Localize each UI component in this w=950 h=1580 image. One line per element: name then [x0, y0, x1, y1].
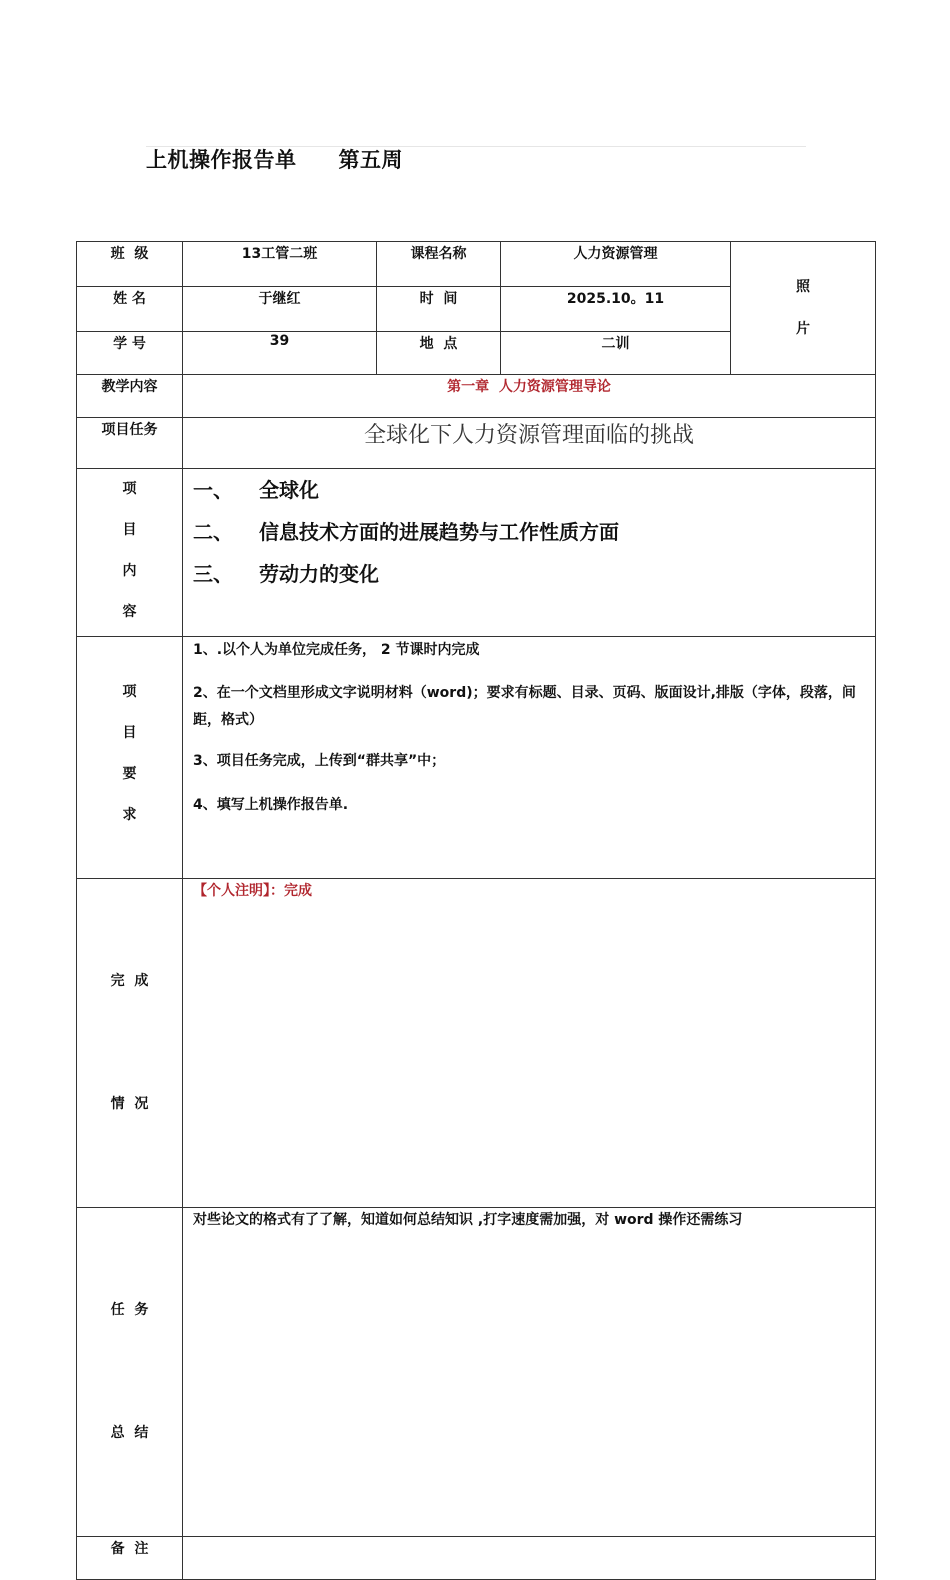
name-label: 姓 名	[77, 287, 183, 332]
content-item-text: 劳动力的变化	[259, 562, 379, 586]
photo-char-1: 照	[796, 279, 810, 295]
completion-value: 【个人注明】：完成	[183, 879, 876, 1208]
content-item	[193, 469, 875, 511]
content-label	[77, 469, 183, 637]
requirement-item: 4、填写上机操作报告单.	[193, 797, 349, 813]
task-row	[77, 418, 876, 469]
requirements-list	[183, 637, 876, 879]
report-table	[76, 241, 876, 1580]
course-value: 人力资源管理	[501, 242, 731, 287]
time-label: 时 间	[377, 287, 501, 332]
completion-label	[77, 879, 183, 1208]
course-label: 课程名称	[377, 242, 501, 287]
document-title	[146, 144, 403, 174]
week-text: 第五周	[338, 148, 403, 172]
remark-label: 备 注	[77, 1537, 183, 1580]
requirements-label-char: 求	[122, 807, 137, 823]
photo-char-2: 片	[796, 321, 810, 337]
summary-label	[77, 1208, 183, 1537]
teaching-row	[77, 375, 876, 418]
time-value: 2025.10。11	[501, 287, 731, 332]
content-label-char: 容	[122, 604, 137, 620]
photo-cell	[731, 242, 876, 375]
requirements-row	[77, 637, 876, 879]
content-label-char: 目	[122, 522, 137, 538]
remark-row	[77, 1537, 876, 1580]
content-item-num: 三、	[193, 562, 233, 586]
requirements-label-char: 项	[122, 684, 137, 700]
summary-row	[77, 1208, 876, 1537]
completion-row	[77, 879, 876, 1208]
content-label-char: 内	[122, 563, 137, 579]
name-value: 于继红	[183, 287, 377, 332]
content-item	[193, 553, 875, 595]
title-text: 上机操作报告单	[146, 148, 297, 172]
remark-value	[183, 1537, 876, 1580]
id-value: 39	[183, 332, 377, 375]
id-label: 学 号	[77, 332, 183, 375]
teaching-label: 教学内容	[77, 375, 183, 418]
content-item-num: 二、	[193, 520, 233, 544]
info-row-class	[77, 242, 876, 287]
requirements-label	[77, 637, 183, 879]
content-item	[193, 511, 875, 553]
place-value: 二训	[501, 332, 731, 375]
content-label-char: 项	[122, 481, 137, 497]
requirements-label-char: 要	[122, 766, 137, 782]
place-label: 地 点	[377, 332, 501, 375]
summary-label-line: 总 结	[110, 1425, 149, 1441]
requirement-item: 2、在一个文档里形成文字说明材料（word)；要求有标题、目录、页码、版面设计,排版（字体，段落，间距，格式）	[193, 685, 856, 728]
content-list	[183, 469, 876, 637]
requirement-item: 1、.以个人为单位完成任务， 2 节课时内完成	[193, 642, 480, 658]
completion-label-line: 完 成	[110, 973, 149, 989]
requirement-item: 3、项目任务完成，上传到“群共享”中；	[193, 753, 446, 769]
class-value: 13工管二班	[183, 242, 377, 287]
task-label: 项目任务	[77, 418, 183, 469]
summary-value: 对些论文的格式有了了解，知道如何总结知识 ,打字速度需加强，对 word 操作还需练习	[183, 1208, 876, 1537]
content-item-num: 一、	[193, 478, 233, 502]
summary-label-line: 任 务	[110, 1302, 149, 1318]
class-label: 班 级	[77, 242, 183, 287]
requirements-label-char: 目	[122, 725, 137, 741]
content-row	[77, 469, 876, 637]
completion-label-line: 情 况	[110, 1096, 149, 1112]
task-value: 全球化下人力资源管理面临的挑战	[183, 418, 876, 469]
content-item-text: 信息技术方面的进展趋势与工作性质方面	[259, 520, 619, 544]
content-item-text: 全球化	[259, 478, 319, 502]
teaching-value: 第一章 人力资源管理导论	[183, 375, 876, 418]
